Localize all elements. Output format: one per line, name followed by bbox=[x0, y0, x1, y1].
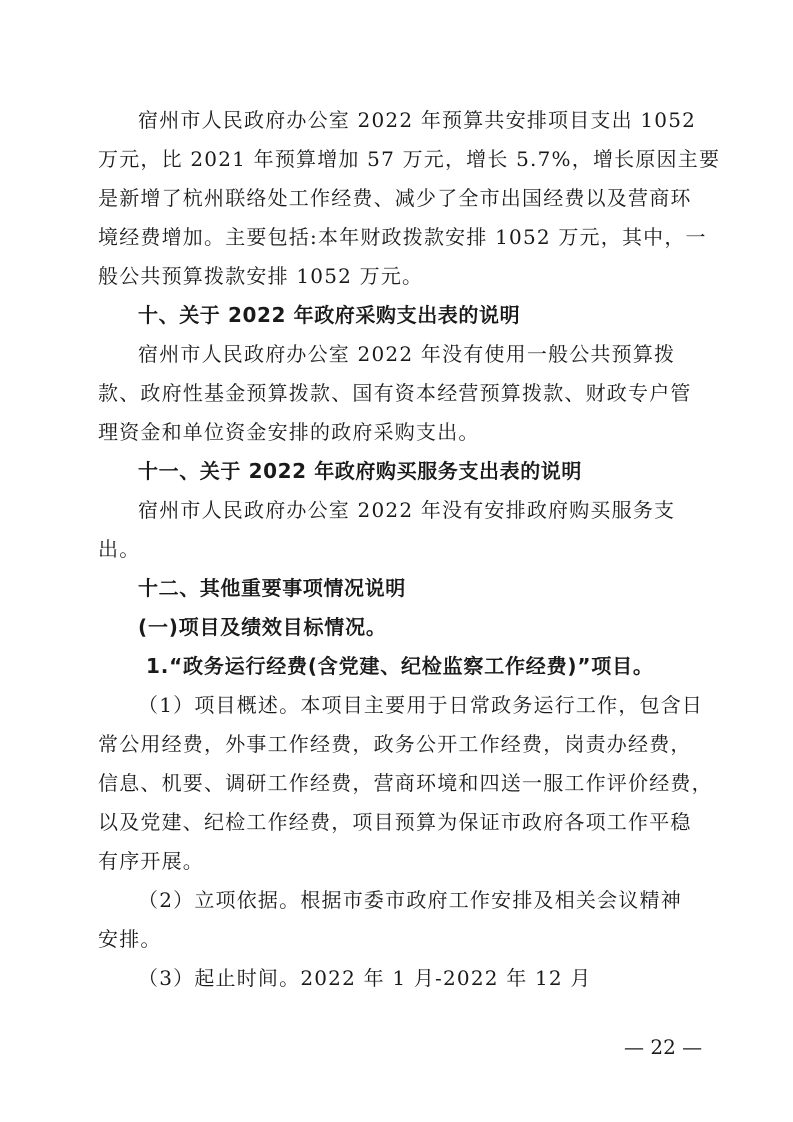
project-title: 1.“政务运行经费(含党建、纪检监察工作经费)”项目。 bbox=[146, 654, 654, 678]
paragraph-line: 宿州市人民政府办公室 2022 年没有使用一般公共预算拨 bbox=[138, 342, 676, 366]
paragraph-line: 常公用经费，外事工作经费，政务公开工作经费，岗责办经费， bbox=[98, 732, 692, 756]
paragraph-line: 宿州市人民政府办公室 2022 年没有安排政府购买服务支 bbox=[138, 498, 676, 522]
paragraph-line: 有序开展。 bbox=[98, 849, 204, 873]
section-heading: 十、关于 2022 年政府采购支出表的说明 bbox=[138, 303, 521, 327]
section-heading: 十一、关于 2022 年政府购买服务支出表的说明 bbox=[138, 459, 582, 483]
paragraph-line: 万元，比 2021 年预算增加 57 万元，增长 5.7%，增长原因主要 bbox=[98, 147, 721, 171]
paragraph-line: 般公共预算拨款安排 1052 万元。 bbox=[98, 264, 424, 288]
paragraph-line: 理资金和单位资金安排的政府采购支出。 bbox=[98, 420, 480, 444]
paragraph-line: （1）项目概述。本项目主要用于日常政务运行工作，包含日 bbox=[138, 693, 704, 717]
paragraph-line: 出。 bbox=[98, 537, 141, 561]
paragraph-line: 信息、机要、调研工作经费，营商环境和四送一服工作评价经费， bbox=[98, 771, 713, 795]
paragraph-line: （2）立项依据。根据市委市政府工作安排及相关会议精神 bbox=[138, 888, 682, 912]
paragraph-line: 安排。 bbox=[98, 927, 162, 951]
subsection-heading: (一)项目及绩效目标情况。 bbox=[138, 615, 387, 639]
section-heading: 十二、其他重要事项情况说明 bbox=[138, 576, 406, 600]
paragraph-line: 境经费增加。主要包括:本年财政拨款安排 1052 万元，其中，一 bbox=[98, 225, 707, 249]
paragraph-line: 款、政府性基金预算拨款、国有资本经营预算拨款、财政专户管 bbox=[98, 381, 692, 405]
paragraph-line: 以及党建、纪检工作经费，项目预算为保证市政府各项工作平稳 bbox=[98, 810, 692, 834]
paragraph-line: 是新增了杭州联络处工作经费、减少了全市出国经费以及营商环 bbox=[98, 186, 692, 210]
paragraph-line: （3）起止时间。2022 年 1 月-2022 年 12 月 bbox=[138, 966, 592, 990]
page-number: — 22 — bbox=[624, 1035, 703, 1059]
paragraph-line: 宿州市人民政府办公室 2022 年预算共安排项目支出 1052 bbox=[138, 108, 697, 132]
